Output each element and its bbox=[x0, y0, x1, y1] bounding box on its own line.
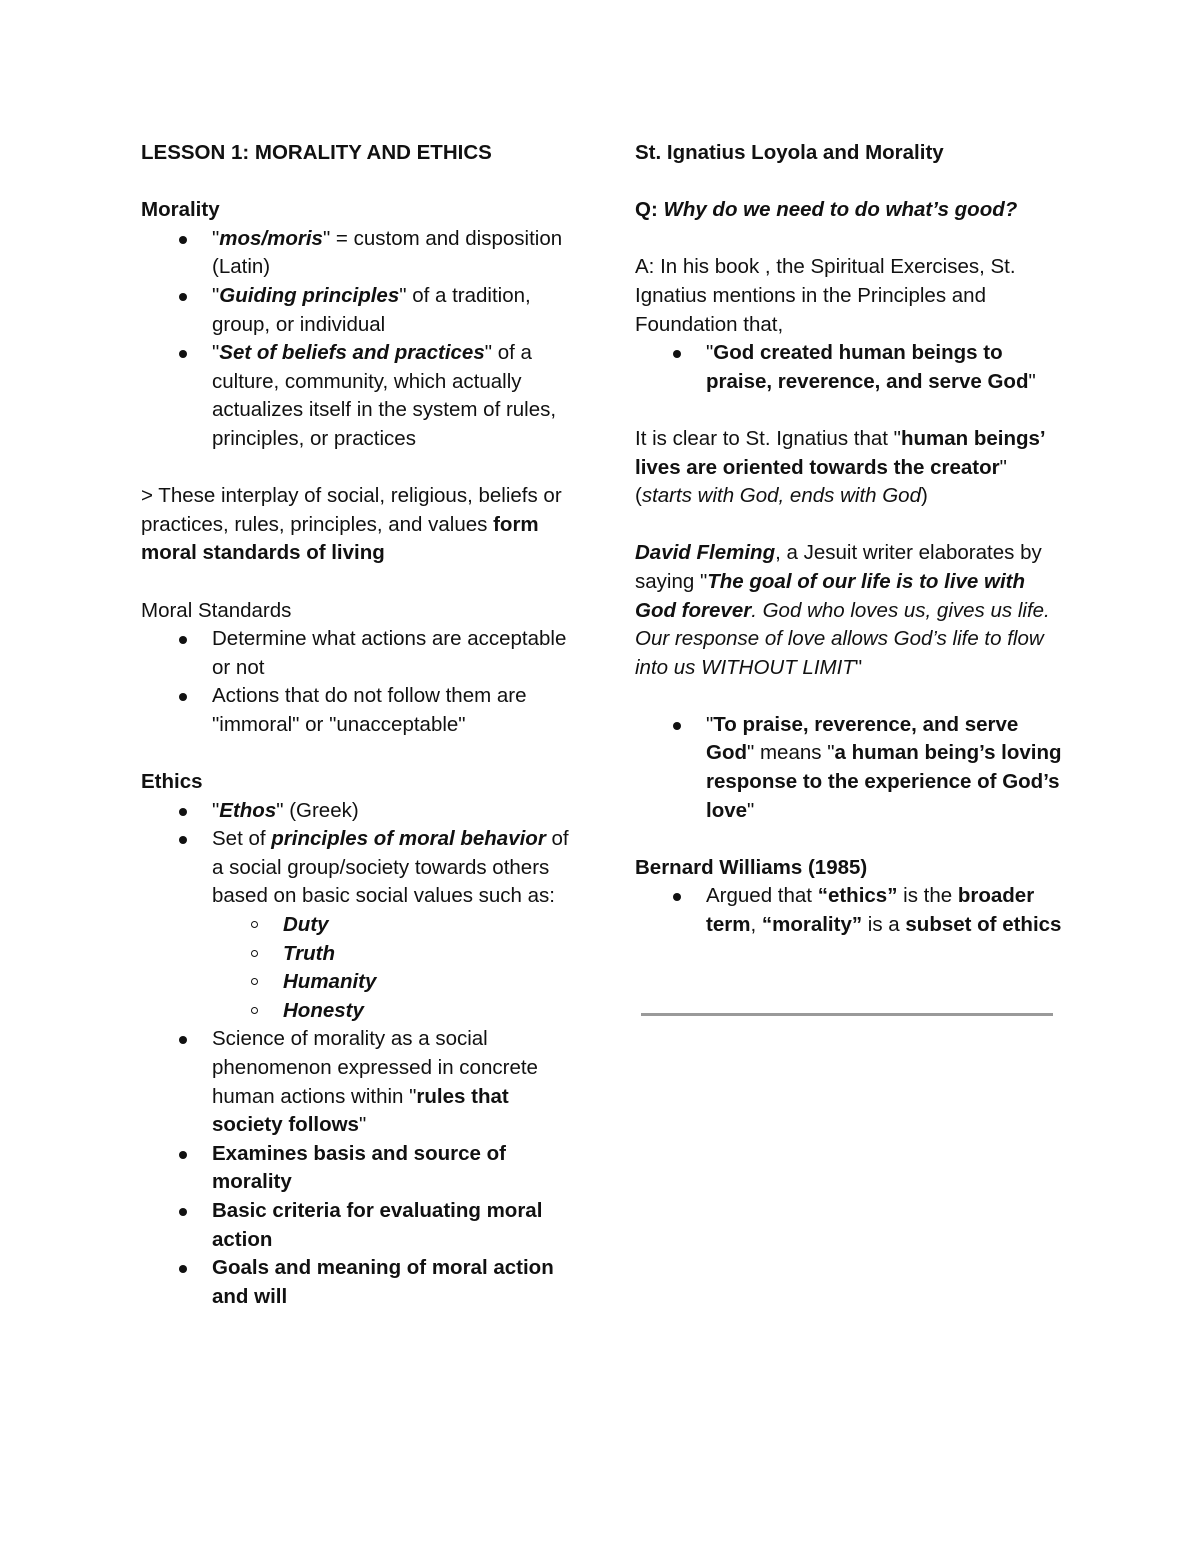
bullet-icon bbox=[179, 836, 187, 844]
bullet-icon bbox=[179, 1151, 187, 1159]
answer-list bbox=[635, 339, 1065, 396]
list-item: Science of morality as a social phenomenon expressed in concrete human actions within "rules that society follows" bbox=[141, 1025, 581, 1139]
ethics-heading: Ethics bbox=[141, 770, 203, 794]
moral-standards-list bbox=[141, 625, 581, 739]
circle-bullet-icon bbox=[251, 921, 258, 928]
question: Q: Why do we need to do what’s good? bbox=[635, 198, 1018, 222]
list-item: Honesty bbox=[141, 997, 581, 1026]
list-item: "God created human beings to praise, reverence, and serve God" bbox=[635, 339, 1065, 396]
bullet-icon bbox=[179, 1208, 187, 1216]
list-item: Goals and meaning of moral action and will bbox=[141, 1254, 581, 1311]
ethics-list-continued bbox=[141, 1025, 581, 1311]
circle-bullet-icon bbox=[251, 950, 258, 957]
list-item: "Guiding principles" of a tradition, group, or individual bbox=[141, 282, 581, 339]
list-item: Humanity bbox=[141, 968, 581, 997]
bullet-icon bbox=[179, 636, 187, 644]
lesson-title: LESSON 1: MORALITY AND ETHICS bbox=[141, 141, 492, 164]
list-item: Examines basis and source of morality bbox=[141, 1140, 581, 1197]
praise-list bbox=[635, 711, 1065, 825]
ignatius-title: St. Ignatius Loyola and Morality bbox=[635, 141, 944, 164]
social-values-list bbox=[141, 911, 581, 1025]
list-item: Determine what actions are acceptable or not bbox=[141, 625, 581, 682]
list-item: "Set of beliefs and practices" of a culture, community, which actually actualizes itself in the system of rules, principles, or practices bbox=[141, 339, 581, 453]
morality-list bbox=[141, 225, 581, 454]
bullet-icon bbox=[179, 350, 187, 358]
right-column bbox=[635, 139, 1065, 940]
list-item: Basic criteria for evaluating moral action bbox=[141, 1197, 581, 1254]
list-item: Duty bbox=[141, 911, 581, 940]
list-item: Set of principles of moral behavior of a social group/society towards others based on basic social values such as: bbox=[141, 825, 581, 911]
bullet-icon bbox=[179, 236, 187, 244]
ethics-list bbox=[141, 797, 581, 911]
williams-list bbox=[635, 882, 1065, 939]
morality-heading: Morality bbox=[141, 198, 220, 222]
list-item: Actions that do not follow them are "immoral" or "unacceptable" bbox=[141, 682, 581, 739]
bullet-icon bbox=[179, 693, 187, 701]
left-column bbox=[141, 139, 581, 1311]
list-item: "To praise, reverence, and serve God" means "a human being’s loving response to the experience of God’s love" bbox=[635, 711, 1065, 825]
list-item: "mos/moris" = custom and disposition (Latin) bbox=[141, 225, 581, 282]
bullet-icon bbox=[179, 1265, 187, 1273]
list-item: Truth bbox=[141, 940, 581, 969]
bullet-icon bbox=[673, 722, 681, 730]
fleming-paragraph: David Fleming, a Jesuit writer elaborates by saying "The goal of our life is to live with God forever. God who loves us, gives us life. Our response of love allows God’s life to flow into us WITHOUT LIMIT" bbox=[635, 541, 1050, 679]
clear-paragraph: It is clear to St. Ignatius that "human beings’ lives are oriented towards the creator" (starts with God, ends with God) bbox=[635, 426, 1045, 508]
moral-standards-heading: Moral Standards bbox=[141, 598, 292, 622]
list-item: "Ethos" (Greek) bbox=[141, 797, 581, 826]
horizontal-rule bbox=[641, 1013, 1053, 1016]
bullet-icon bbox=[179, 293, 187, 301]
circle-bullet-icon bbox=[251, 978, 258, 985]
answer-paragraph: A: In his book , the Spiritual Exercises, St. Ignatius mentions in the Principles and Foundation that, bbox=[635, 255, 1016, 336]
list-item: Argued that “ethics” is the broader term, “morality” is a subset of ethics bbox=[635, 882, 1065, 939]
williams-heading: Bernard Williams (1985) bbox=[635, 855, 868, 879]
bullet-icon bbox=[673, 893, 681, 901]
circle-bullet-icon bbox=[251, 1007, 258, 1014]
interplay-paragraph: > These interplay of social, religious, beliefs or practices, rules, principles, and values form moral standards of living bbox=[141, 484, 562, 565]
bullet-icon bbox=[673, 350, 681, 358]
bullet-icon bbox=[179, 808, 187, 816]
bullet-icon bbox=[179, 1036, 187, 1044]
